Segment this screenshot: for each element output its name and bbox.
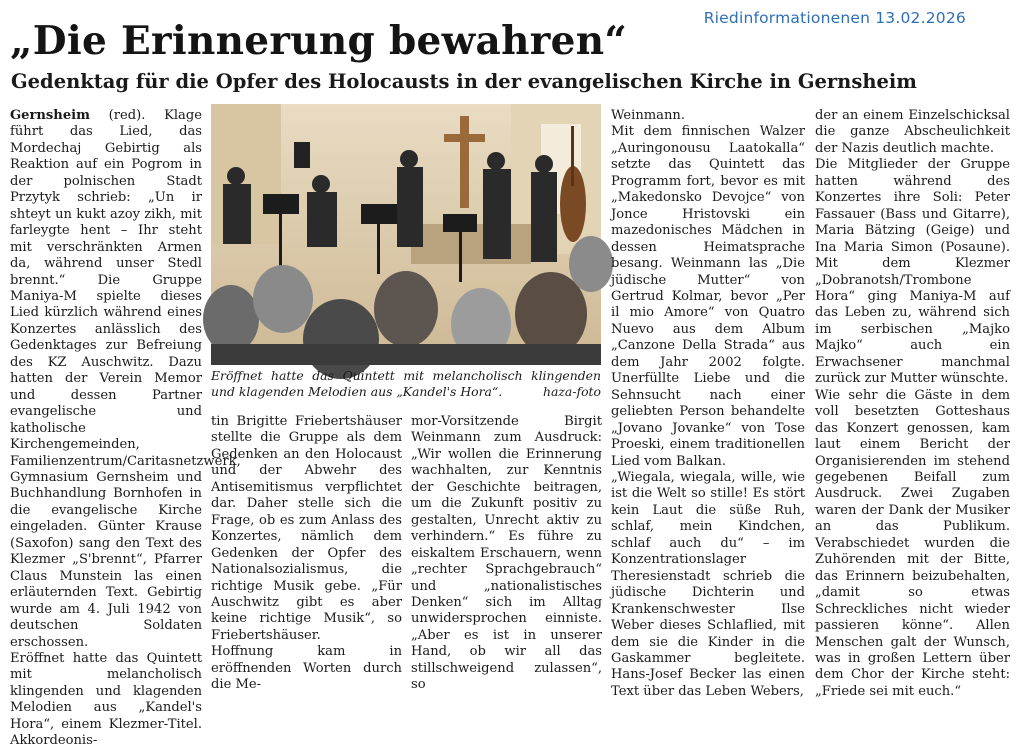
paragraph: tin Brigitte Friebertshäuser stellte die Gruppe als dem Gedenken an den Holocaust und der Abwehr des Antisemitismus verpflichtet dar. Daher stelle sich die Frage, ob es zum Anlass des Konzertes, nämlich dem Gedenken der Opfer des Nationalsozialismus, die richtige Musik gebe. „Für Auschwitz gibt es aber keine richtige Musik“, so Friebertshäuser.	[211, 414, 402, 643]
photo-caption	[211, 368, 601, 400]
concert-photo-illustration	[211, 104, 601, 365]
paragraph: der an einem Einzelschicksal die ganze Abscheulichkeit der Nazis deutlich machte.	[815, 108, 1010, 156]
paragraph: Wie sehr die Gäste in dem voll besetzten Gotteshaus das Konzert genossen, kam laut einem Bericht der Organisierenden im stehend gegebenen Beifall zum Ausdruck. Zwei Zugaben waren der Dank der Musiker an das Publikum. Verabschiedet wurden die Zuhörenden mit der Bitte, das Erinnern beizubehalten, „damit so etwas Schreckliches nicht wieder passieren könne“. Allen Menschen galt der Wunsch, was in großen Lettern über dem Chor der Kirche steht: „Friede sei mit euch.“	[815, 387, 1010, 699]
paragraph: Mit dem finnischen Walzer „Auringonousu Laatokalla“ setzte das Quintett das Programm fort, bevor es mit „Makedonsko Devojce“ von Jonce Hristovski ein mazedonisches Mädchen in dessen Heimatsprache besang. Weinmann las „Die jüdische Mutter“ von Gertrud Kolmar, bevor „Per il mio Amore“ von Quatro Nuevo aus dem Album „Canzone Della Strada“ aus dem Jahr 2002 folgte. Unerfüllte Liebe und die Sehnsucht nach einer geliebten Person behandelte „Jovano Jovanke“ von Tose Proeski, einem traditionellen Lied vom Balkan.	[611, 124, 805, 469]
paragraph: mor-Vorsitzende Birgit Weinmann zum Ausdruck: „Wir wollen die Erinnerung wachhalten, zur Kenntnis der Geschichte beitragen, um die Zukunft positiv zu gestalten, Unrecht aktiv zu verhindern.“ Es führe zu eiskaltem Erschauern, wenn „rechter Sprachgebrauch“ und „nationalistisches Denken“ sich im Alltag unwidersprochen einniste. „Aber es ist in unserer Hand, ob wir all das stillschweigend zulassen“, so	[411, 414, 602, 693]
concert-photo	[211, 104, 601, 365]
article-column-5	[815, 108, 1010, 699]
paragraph: Hoffnung kam in eröffnenden Worten durch die Me-	[211, 644, 402, 693]
dateline: Gernsheim	[10, 108, 90, 123]
paragraph: Die Mitglieder der Gruppe hatten während des Konzertes ihre Soli: Peter Fassauer (Bass und Gitarre), Maria Bätzing (Geige) und Ina Maria Simon (Posaune). Mit dem Klezmer „Dobranotsh/Trombone Hora“ ging Maniya-M auf das Leben zu, während sich im serbischen „Majko Majko“ auch ein Erwachsener manchmal zurück zur Mutter wünschte.	[815, 157, 1010, 387]
paragraph-text: (red). Klage führt das Lied, das Mordechaj Gebirtig als Reaktion auf ein Pogrom in der polnischen Stadt Przytyk schrieb: „Un ir shteyt un kukt azoy zikh, mit farleygte hent – Ihr steht mit verschränkten Armen da, während unser Stedl brennt.“ Die Gruppe Maniya-M spielte dieses Lied kürzlich während eines Konzertes anlässlich des Gedenktages zur Befreiung des KZ Auschwitz. Dazu hatten der Verein Memor und dessen Partner evangelische und katholische Kirchengemeinden, Familienzentrum/Caritasnetzwerk, Gymnasium Gernsheim und Buchhandlung Bornhofen in die evangelische Kirche eingeladen. Günter Krause (Saxofon) sang den Text des Klezmer „S'brennt“, Pfarrer Claus Munstein las einen erläuternden Text. Gebirtig wurde am 4. Juli 1942 von deutschen Soldaten erschossen.	[10, 108, 241, 650]
caption-text: Eröffnet hatte das Quintett mit melancholisch klingenden und klagenden Melodien aus „Kandel's Hora“.	[211, 368, 601, 399]
source-date-line: Riedinformationenen 13.02.2026	[703, 9, 966, 27]
paragraph: Eröffnet hatte das Quintett mit melancholisch klingenden und klagenden Melodien aus „Kandel's Hora“, einem Klezmer-Titel. Akkordeonis-	[10, 650, 202, 749]
paragraph: Weinmann.	[611, 108, 686, 123]
article-column-4	[611, 108, 805, 699]
paragraph: „Wiegala, wiegala, wille, wie ist die Welt so stille! Es stört kein Laut die süße Ruh, schlaf, mein Kindchen, schlaf auch du“ – im Konzentrationslager Theresienstadt schrieb die jüdische Dichterin und Krankenschwester Ilse Weber dieses Schlaflied, mit dem sie die Kinder in die Gaskammer begleitete. Hans-Josef Becker las einen Text über das Leben Webers,	[611, 469, 805, 699]
article-column-2	[211, 414, 402, 693]
article-column-1	[10, 108, 241, 749]
article-column-3	[411, 414, 602, 693]
subheadline: Gedenktag für die Opfer des Holocausts in der evangelischen Kirche in Gernsheim	[11, 70, 917, 93]
headline: „Die Erinnerung bewahren“	[10, 18, 628, 64]
paragraph	[10, 108, 241, 651]
photo-credit: haza-foto	[543, 384, 601, 399]
